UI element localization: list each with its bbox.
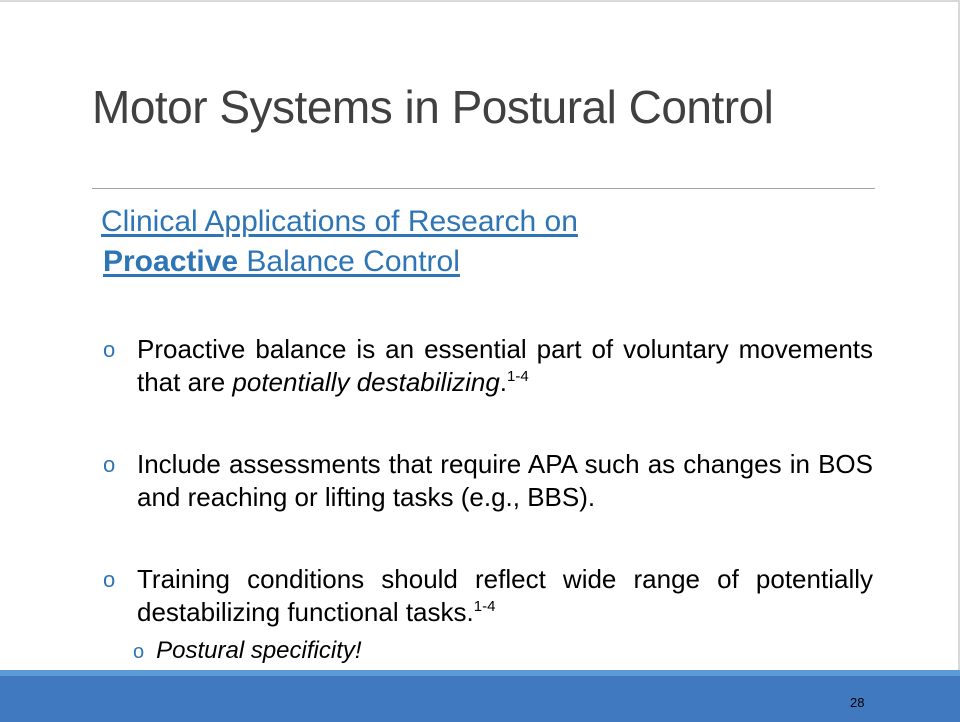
- citation-superscript: 1-4: [473, 598, 496, 615]
- bullet-marker-icon: o: [103, 567, 116, 592]
- bullet-text: [137, 448, 873, 514]
- bullet-marker-icon: o: [103, 337, 116, 362]
- subtitle-line-2-rest: Balance Control: [238, 245, 460, 278]
- bullet-text-part: Proactive balance is an essential part of voluntary movements that are: [137, 334, 873, 397]
- slide-subtitle: [101, 202, 578, 282]
- bullet-text-part: Include assessments that require APA such as changes in BOS and reaching or lifting tasks (e.g., BBS).: [137, 449, 873, 512]
- sub-bullet-marker-icon: o: [133, 641, 145, 663]
- bullet-text-part: .: [499, 367, 508, 397]
- bullet-text: [137, 563, 873, 629]
- sub-bullet-item: [133, 634, 362, 669]
- page-number: 28: [850, 695, 865, 710]
- slide-title: Motor Systems in Postural Control: [92, 81, 774, 133]
- bullet-item-1: [103, 333, 873, 399]
- bullet-text: [137, 333, 873, 399]
- footer-band: [0, 670, 960, 722]
- bullet-item-3: [103, 563, 873, 629]
- subtitle-bold-word: Proactive: [103, 245, 239, 278]
- title-divider: [92, 188, 875, 189]
- bullet-text-italic: potentially destabilizing: [232, 367, 500, 397]
- bullet-marker-icon: o: [103, 452, 116, 477]
- footer-stripe: [0, 670, 960, 676]
- subtitle-line-2: [103, 242, 578, 282]
- citation-superscript: 1-4: [507, 368, 529, 385]
- bullet-item-2: [103, 448, 873, 514]
- subtitle-line-1: Clinical Applications of Research on: [101, 205, 578, 238]
- sub-bullet-text: Postural specificity!: [156, 637, 362, 664]
- bullet-text-part: Training conditions should reflect wide range of potentially destabilizing functional tasks.: [137, 564, 873, 627]
